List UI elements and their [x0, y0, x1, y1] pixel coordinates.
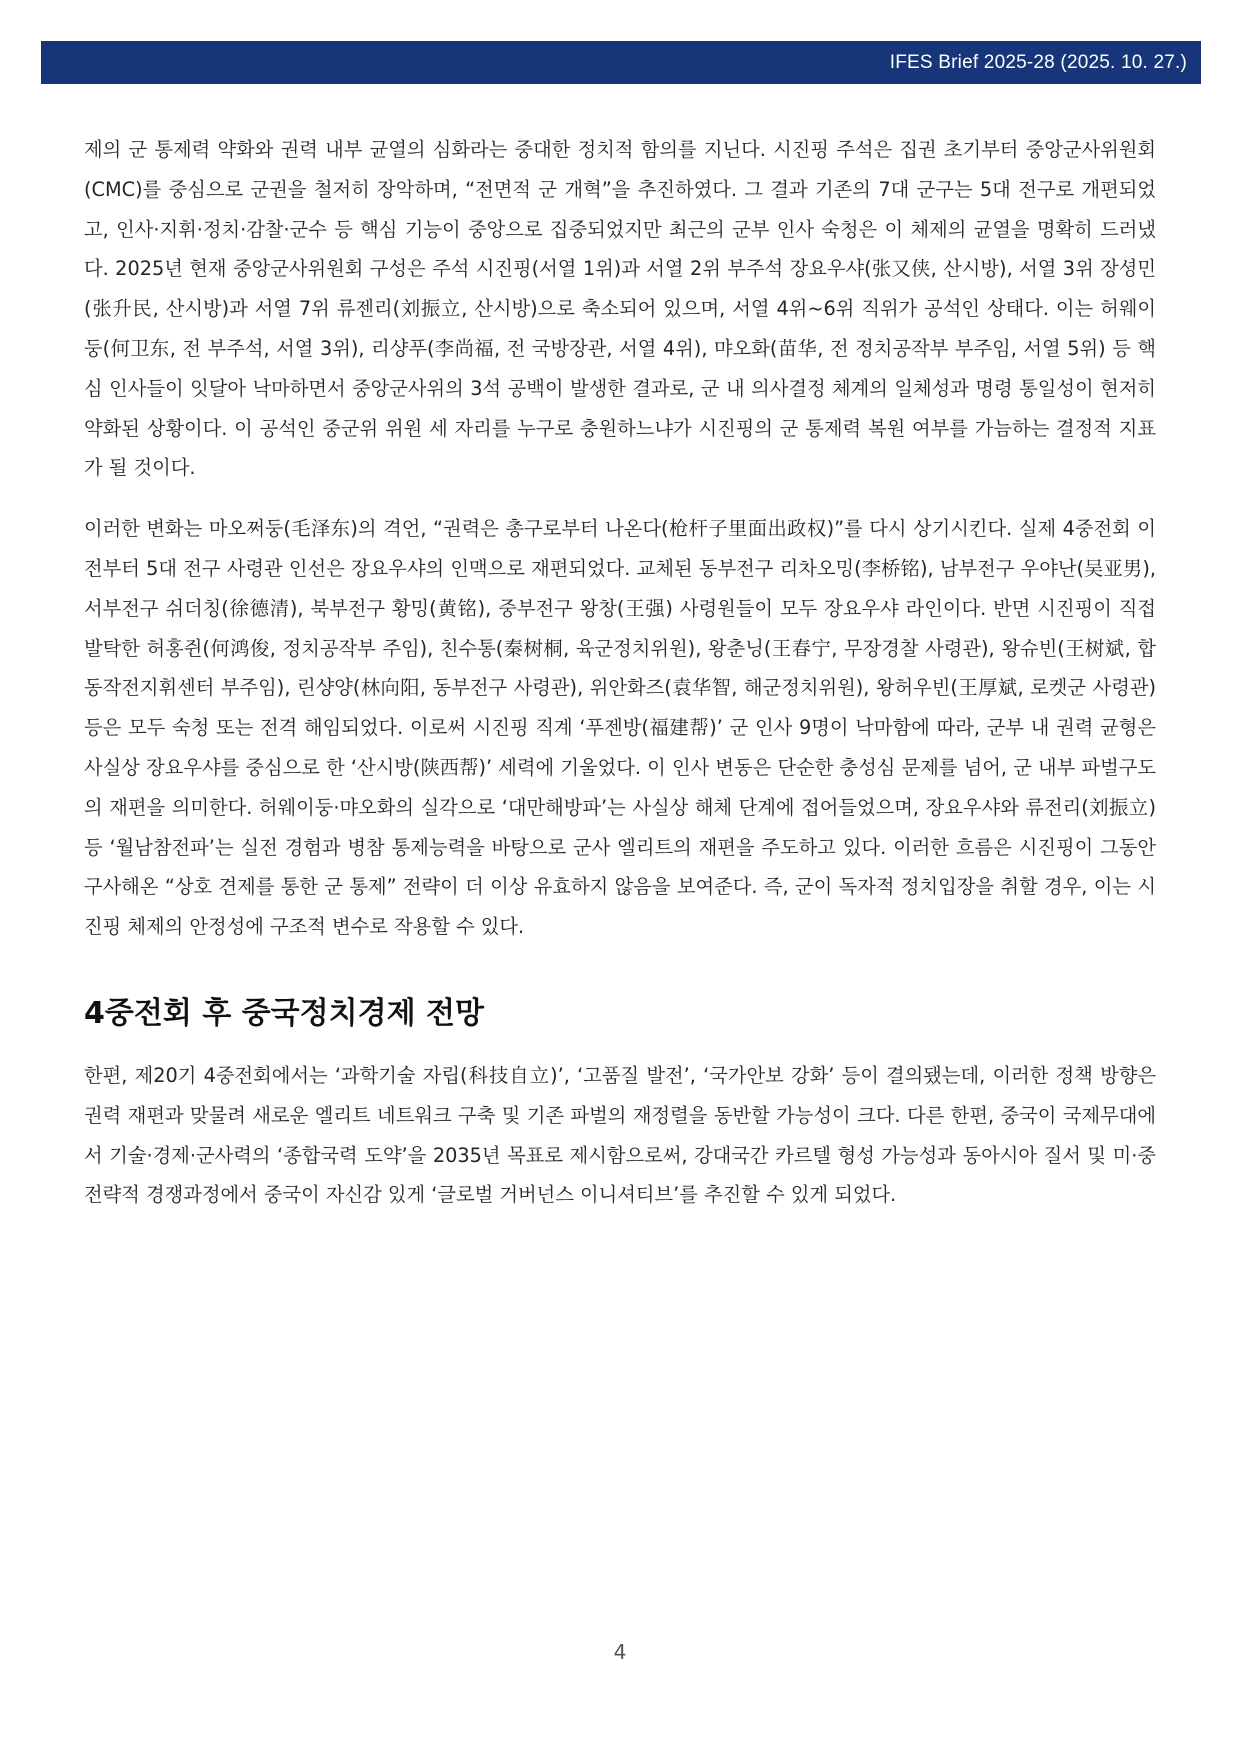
brief-label: IFES Brief 2025-28 (2025. 10. 27.) [889, 51, 1187, 73]
header-bar [41, 41, 1201, 84]
section-title: 4중전회 후 중국정치경제 전망 [84, 995, 484, 1031]
main-content [84, 130, 1156, 1215]
body-paragraph-2: 이러한 변화는 마오쩌둥(毛泽东)의 격언, “권력은 총구로부터 나온다(枪杆子里面出政权)”를 다시 상기시킨다. 실제 4중전회 이전부터 5대 전구 사령관 인선은 장요우샤의 인맥으로 재편되었다. 교체된 동부전구 리차오밍(李桥铭), 남부전구 우야난(吴亚男), 서부전구 쉬더칭(徐德清), 북부전구 황밍(黄铭), 중부전구 왕창(王强) 사령원들이 모두 장요우샤 라인이다. 반면 시진핑이 직접 발탁한 허홍쥔(何鸿俊, 정치공작부 주임), 친수통(秦树桐, 육군정치위원), 왕춘닝(王春宁, 무장경찰 사령관), 왕슈빈(王树斌, 합동작전지휘센터 부주임), 린샹양(林向阳, 동부전구 사령관), 위안화즈(袁华智, 해군정치위원), 왕허우빈(王厚斌, 로켓군 사령관) 등은 모두 숙청 또는 전격 해임되었다. 이로써 시진핑 직계 ‘푸젠방(福建帮)’ 군 인사 9명이 낙마함에 따라, 군부 내 권력 균형은 사실상 장요우샤를 중심으로 한 ‘산시방(陕西帮)’ 세력에 기울었다. 이 인사 변동은 단순한 충성심 문제를 넘어, 군 내부 파벌구도의 재편을 의미한다. 허웨이둥·먀오화의 실각으로 ‘대만해방파’는 사실상 해체 단계에 접어들었으며, 장요우샤와 류전리(刘振立)등 ‘월남참전파’는 실전 경험과 병참 통제능력을 바탕으로 군사 엘리트의 재편을 주도하고 있다. 이러한 흐름은 시진핑이 그동안 구사해온 “상호 견제를 통한 군 통제” 전략이 더 이상 유효하지 않음을 보여준다. 즉, 군이 독자적 정치입장을 취할 경우, 이는 시진핑 체제의 안정성에 구조적 변수로 작용할 수 있다. [84, 517, 1156, 939]
body-paragraph-1: 제의 군 통제력 약화와 권력 내부 균열의 심화라는 중대한 정치적 함의를 지닌다. 시진핑 주석은 집권 초기부터 중앙군사위원회(CMC)를 중심으로 군권을 철저히 장악하며, “전면적 군 개혁”을 추진하였다. 그 결과 기존의 7대 군구는 5대 전구로 개편되었고, 인사·지휘·정치·감찰·군수 등 핵심 기능이 중앙으로 집중되었지만 최근의 군부 인사 숙청은 이 체제의 균열을 명확히 드러냈다. 2025년 현재 중앙군사위원회 구성은 주석 시진핑(서열 1위)과 서열 2위 부주석 장요우샤(张又侠, 산시방), 서열 3위 장셩민(张升民, 산시방)과 서열 7위 류젠리(刘振立, 산시방)으로 축소되어 있으며, 서열 4위~6위 직위가 공석인 상태다. 이는 허웨이둥(何卫东, 전 부주석, 서열 3위), 리샹푸(李尚福, 전 국방장관, 서열 4위), 먀오화(苗华, 전 정치공작부 부주임, 서열 5위) 등 핵심 인사들이 잇달아 낙마하면서 중앙군사위의 3석 공백이 발생한 결과로, 군 내 의사결정 체계의 일체성과 명령 통일성이 현저히 약화된 상황이다. 이 공석인 중군위 위원 세 자리를 누구로 충원하느냐가 시진핑의 군 통제력 복원 여부를 가늠하는 결정적 지표가 될 것이다. [84, 138, 1156, 480]
body-paragraph-3: 한편, 제20기 4중전회에서는 ‘과학기술 자립(科技自立)’, ‘고품질 발전’, ‘국가안보 강화’ 등이 결의됐는데, 이러한 정책 방향은 권력 재편과 맞물려 새로운 엘리트 네트워크 구축 및 기존 파벌의 재정렬을 동반할 가능성이 크다. 다른 한편, 중국이 국제무대에서 기술·경제·군사력의 ‘종합국력 도약’을 2035년 목표로 제시함으로써, 강대국간 카르텔 형성 가능성과 동아시아 질서 및 미·중 전략적 경쟁과정에서 중국이 자신감 있게 ‘글로벌 거버넌스 이니셔티브’를 추진할 수 있게 되었다. [84, 1063, 1156, 1207]
page-number: 4 [613, 1640, 627, 1664]
